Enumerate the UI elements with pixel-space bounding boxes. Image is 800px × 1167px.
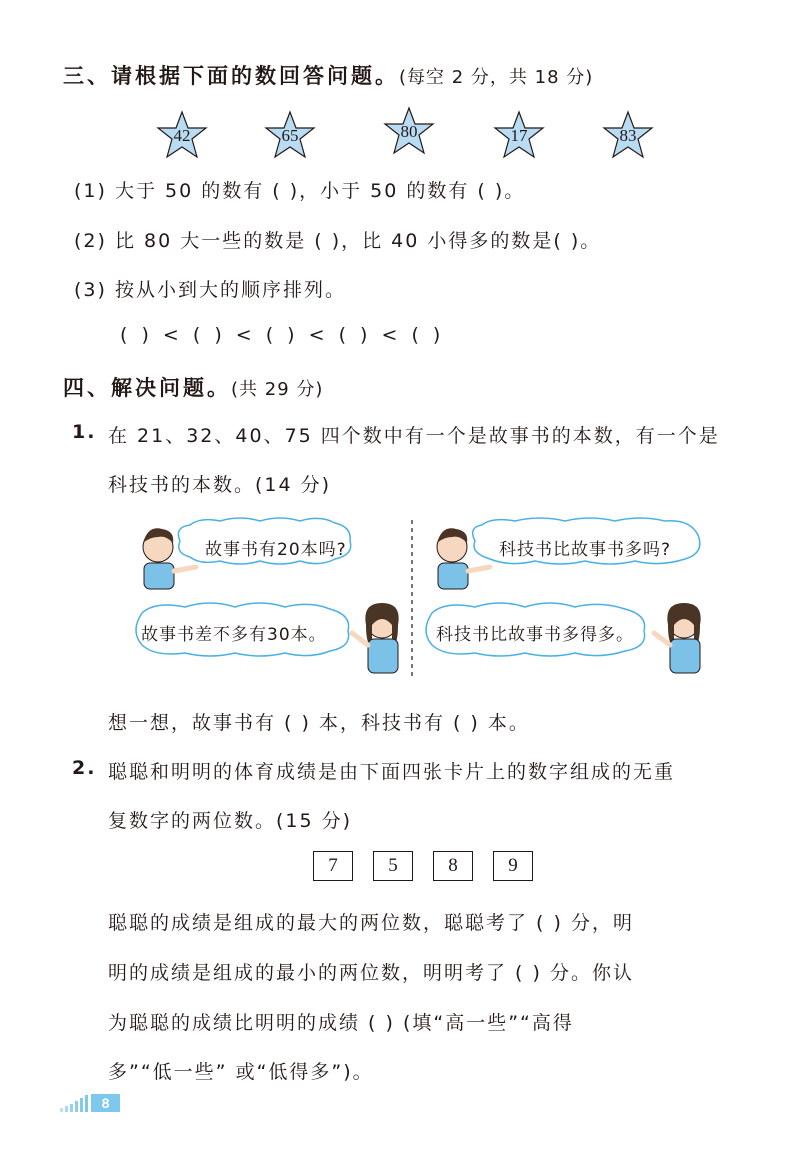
problem-2-text-2: 明的成绩是组成的最小的两位数，明明考了 ( ) 分。你认 [108, 962, 634, 984]
page-number: 8 [91, 1094, 120, 1112]
question-3-1: (1) 大于 50 的数有 ( )，小于 50 的数有 ( )。 [74, 180, 526, 202]
number-star: 83 [602, 110, 654, 160]
digit-card: 8 [433, 851, 473, 881]
problem-1-number: 1. [72, 421, 97, 443]
digit-card: 5 [373, 851, 413, 881]
problem-1-line-2: 科技书的本数。(14 分) [108, 474, 332, 496]
problem-2-line-2: 复数字的两位数。(15 分) [108, 810, 353, 832]
section-3-heading: 三、请根据下面的数回答问题。(每空 2 分，共 18 分) [63, 64, 594, 88]
problem-1-answer: 想一想，故事书有 ( ) 本，科技书有 ( ) 本。 [108, 712, 530, 734]
page-bars-icon [60, 1094, 92, 1112]
girl-figure-left [352, 603, 399, 673]
problem-2-line-1: 聪聪和明明的体育成绩是由下面四张卡片上的数字组成的无重 [108, 761, 676, 783]
bubble-text-boy-right: 科技书比故事书多吗? [499, 540, 672, 560]
problem-2-text-4: 多”“低一些” 或“低得多”)。 [108, 1061, 374, 1083]
number-star: 80 [383, 106, 435, 156]
section-4-score-note: (共 29 分) [231, 379, 324, 400]
digit-card: 7 [313, 851, 353, 881]
question-3-3: (3) 按从小到大的顺序排列。 [74, 279, 346, 301]
number-star: 42 [156, 110, 208, 160]
number-star: 65 [264, 110, 316, 160]
digit-card: 9 [493, 851, 533, 881]
bubble-text-girl-right: 科技书比故事书多得多。 [436, 625, 634, 645]
section-3-score-note: (每空 2 分，共 18 分) [399, 67, 594, 88]
number-star: 17 [493, 110, 545, 160]
order-answer-row: ( ) < ( ) < ( ) < ( ) < ( ) [120, 324, 443, 346]
girl-figure-right [654, 603, 701, 673]
question-3-2: (2) 比 80 大一些的数是 ( )，比 40 小得多的数是( )。 [74, 230, 602, 252]
problem-2-text-3: 为聪聪的成绩比明明的成绩 ( ) (填“高一些”“高得 [108, 1012, 574, 1034]
problem-1-line-1: 在 21、32、40、75 四个数中有一个是故事书的本数，有一个是 [108, 425, 720, 447]
bubble-text-girl-left: 故事书差不多有30本。 [141, 625, 327, 645]
problem-2-number: 2. [72, 757, 97, 779]
section-4-heading: 四、解决问题。(共 29 分) [63, 376, 324, 400]
problem-2-text-1: 聪聪的成绩是组成的最大的两位数，聪聪考了 ( ) 分，明 [108, 912, 634, 934]
bubble-text-boy-left: 故事书有20本吗? [205, 540, 347, 560]
